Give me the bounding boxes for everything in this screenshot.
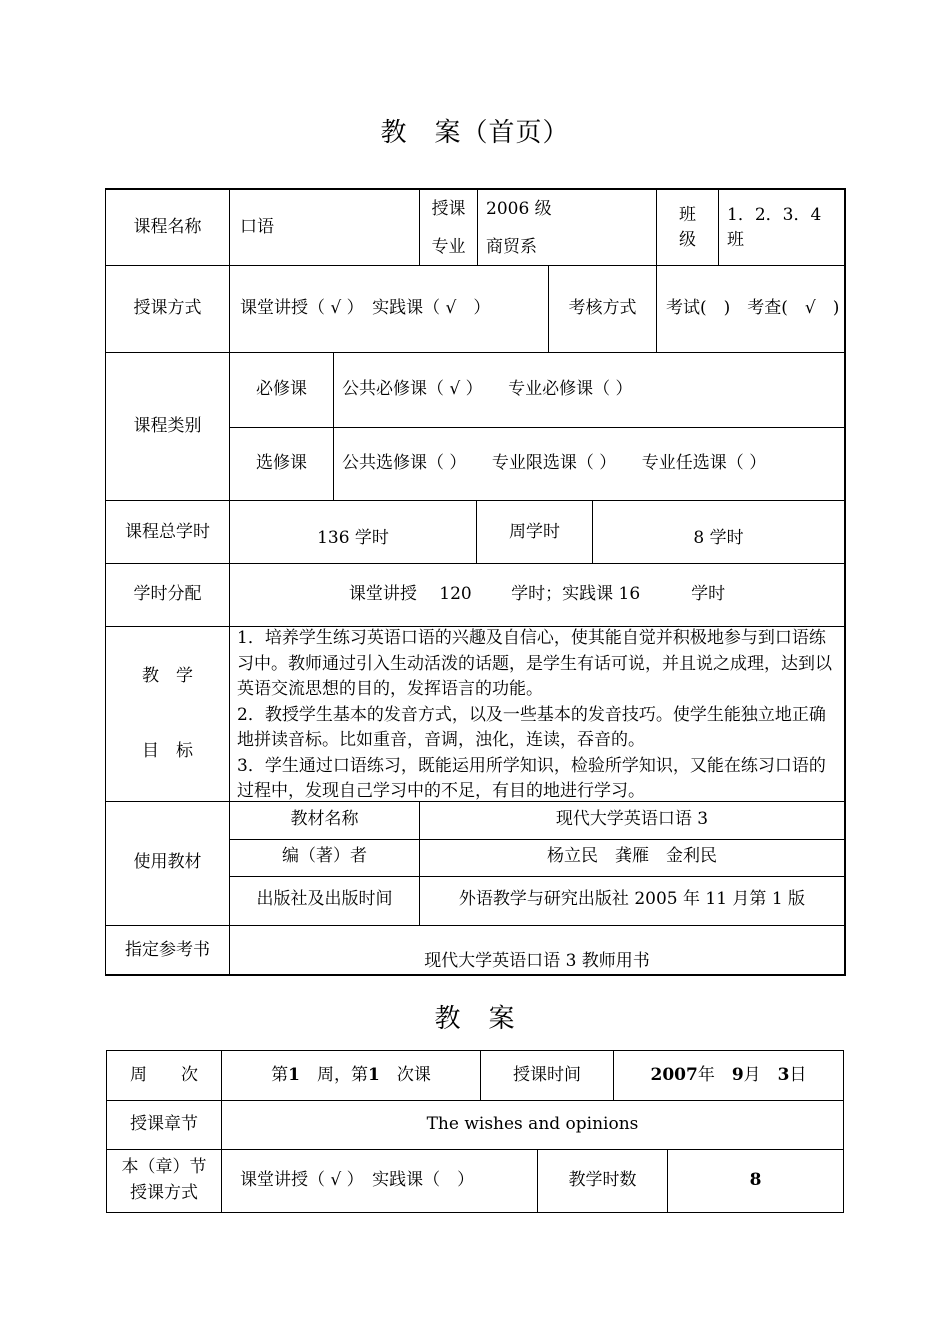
course-type-label: 课程类别 [133,416,202,436]
weekly-hours-label: 周学时 [509,522,560,542]
exam-mode-label: 考核方式 [568,298,637,318]
elective-course-value: 公共选修课（ ） 专业限选课（ ） 专业任选课（ ） [342,453,767,473]
major-label-line-1: 授课 [431,199,466,219]
date-year: 2007 [650,1065,698,1085]
week-number: 1 [288,1065,300,1085]
author-value: 杨立民 龚雁 金利民 [547,846,717,866]
reference-book-label: 指定参考书 [125,940,210,960]
class-label-line-1: 班 [679,205,696,225]
textbook-label: 使用教材 [133,852,202,872]
date-month: 9 [731,1065,744,1085]
class-date-value [614,1062,843,1088]
chapter-mode-label-line-1: 本（章）节 [121,1157,207,1177]
teaching-hours-label: 教学时数 [568,1170,637,1190]
class-value-line-2: 班 [727,230,744,250]
week-label: 周 次 [130,1065,198,1085]
hours-allocation-value: 课堂讲授 120 学时；实践课 16 学时 [348,584,726,604]
date-day: 3 [777,1065,790,1085]
textbook-name-label: 教材名称 [290,809,359,829]
exam-mode-value: 考试( ) 考查( √ ) [666,298,840,318]
reference-book-value: 现代大学英语口语 3 教师用书 [424,951,650,971]
page-title: 教 案（首页） [380,118,570,148]
week-session-value [222,1062,480,1088]
elective-course-label: 选修课 [256,453,307,473]
chapter-value: The wishes and opinions [426,1114,639,1134]
teaching-mode-value: 课堂讲授（ √ ） 实践课（ √ ） [240,298,491,318]
week-mid: 周，第 [300,1065,368,1085]
major-label-line-2: 专业 [431,237,466,257]
textbook-name-value: 现代大学英语口语 3 [555,809,709,829]
session-number: 1 [368,1065,380,1085]
teaching-hours-value: 8 [749,1170,762,1190]
author-label: 编（著）者 [282,846,367,866]
major-value-line-2: 商贸系 [486,237,537,257]
hours-allocation-label: 学时分配 [133,584,202,604]
objectives-label-line-2: 目 标 [142,741,193,761]
publisher-label: 出版社及出版时间 [256,889,393,909]
chapter-mode-value: 课堂讲授（ √ ） 实践课（ ） [240,1170,475,1190]
date-day-unit: 日 [789,1065,807,1085]
required-course-value: 公共必修课（ √ ） 专业必修课（ ） [342,379,633,399]
objective-item: 3．学生通过口语练习，既能运用所学知识，检验所学知识，又能在练习口语的过程中，发现自己学习中的不足，有目的地进行学习。 [237,755,826,801]
objectives-text [237,626,839,805]
class-label-line-2: 级 [679,230,696,250]
course-name-label: 课程名称 [133,217,202,237]
weekly-hours-value: 8 学时 [693,528,744,548]
date-month-unit: 月 [743,1065,778,1085]
total-hours-label: 课程总学时 [125,522,210,542]
chapter-mode-label-line-2: 授课方式 [130,1183,198,1203]
major-value-line-1: 2006 级 [486,199,552,219]
date-year-unit: 年 [697,1065,732,1085]
week-prefix: 第 [271,1065,289,1085]
objectives-label-line-1: 教 学 [142,666,193,686]
required-course-label: 必修课 [256,379,307,399]
chapter-label: 授课章节 [130,1114,198,1134]
objective-item: 2．教授学生基本的发音方式，以及一些基本的发音技巧。使学生能独立地正确地拼读音标。比如重音，音调，浊化，连读，吞音的。 [237,704,826,750]
lesson-plan-title: 教 案 [434,1004,516,1034]
course-name-value: 口语 [240,217,274,237]
teaching-mode-label: 授课方式 [133,298,202,318]
objective-item: 1．培养学生练习英语口语的兴趣及自信心，使其能自觉并积极地参与到口语练习中。教师通过引入生动活泼的话题，是学生有话可说，并且说之成理，达到以英语交流思想的目的，发挥语言的功能。 [237,628,832,699]
publisher-value: 外语教学与研究出版社 2005 年 11 月第 1 版 [458,889,806,909]
total-hours-value: 136 学时 [317,528,389,548]
class-time-label: 授课时间 [513,1065,581,1085]
class-value-line-1: 1．2．3．4 [727,205,822,225]
session-suffix: 次课 [379,1065,431,1085]
